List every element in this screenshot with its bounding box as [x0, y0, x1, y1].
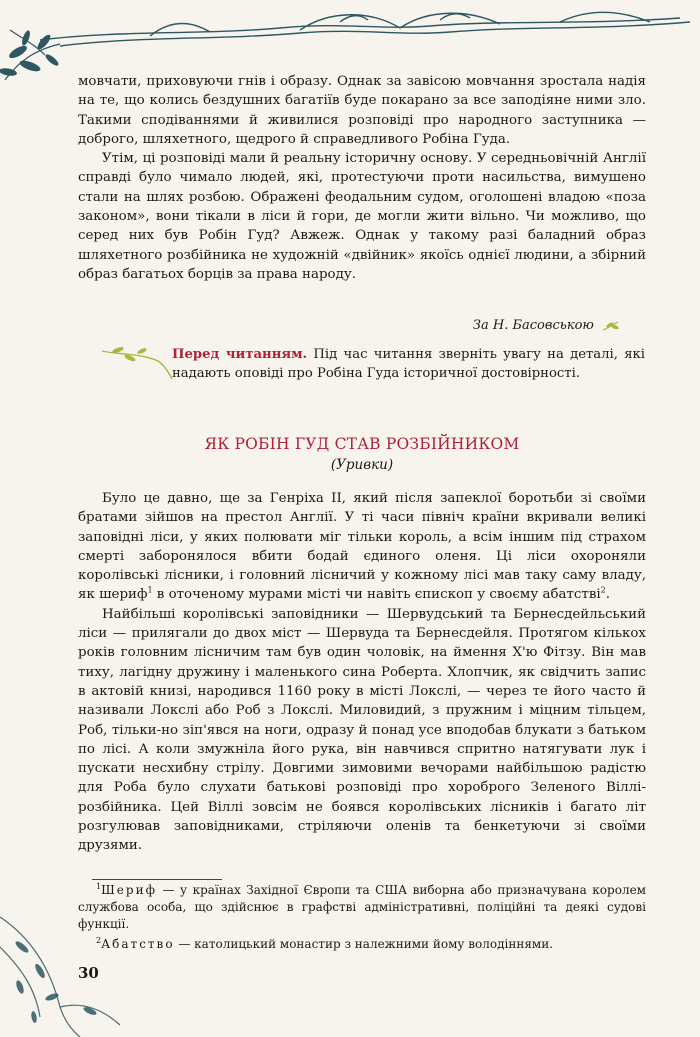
footnote-term: Шериф: [101, 883, 157, 897]
story-paragraph: Найбільші королівські заповідники — Шервудський та Бернесдейльський ліси — прилягали до двох міст — Шервуда та Бернесдейля. Протягом кількох років головним лісничим там був один чоловік, на ймення Х'ю Фітзу. Він мав тиху, лагідну дружину і маленького сина Роберта. Хлопчик, як свідчить запис в актовій книзі, народився 1160 року в місті Локслі, — через те його часто й називали Локслі або Роб з Локслі. Миловидий, з пружним і міцним тільцем, Роб, тільки-но зіп'явся на ноги, одразу й понад усе вподобав блукати з батьком по лісі. А коли змужніла його рука, він навчився спритно натягувати лук і пускати несхибну стрілу. Довгими зимовими вечорами найбільшою радістю для Роба було слухати батькові розповіді про хороброго Зеленого Віллі-розбійника. Цей Віллі зовсім не боявся королівських лісників і багато літ розгулював заповідниками, стріляючи оленів та бенкетуючи зі своїми друзями.: [78, 606, 646, 854]
intro-paragraph: мовчати, приховуючи гнів і образу. Однак за завісою мовчання зростала надія на те, що колись бездушних багатіїв буде покарано за все заподіяне ними зло. Такими сподіваннями й живилися розповіді про народного заступника — доброго, шляхетного, щедрого й справедливого Робіна Гуда.: [78, 74, 646, 147]
footnotes: [78, 882, 646, 956]
footnote-mark: 2: [96, 936, 102, 945]
footnote-text: — у країнах Західної Європи та США виборна або призначувана королем службова особа, що здійснює в графстві адміністративні, поліційні та деякі судові функції.: [78, 883, 646, 931]
story-heading: [78, 435, 646, 473]
story-text: [78, 489, 646, 856]
story-p1-part-b: в оточеному мурами місті чи навіть єпископ у своєму абатстві: [152, 587, 601, 603]
before-reading-box: [100, 345, 645, 383]
story-p1-part-c: .: [605, 587, 611, 603]
footnote-text: — католицький монастир з належними йому володіннями.: [174, 937, 554, 951]
footnote: [78, 936, 646, 953]
before-reading-text: [172, 345, 645, 383]
intro-paragraph: Утім, ці розповіді мали й реальну історичну основу. У середньовічній Англії справді було чимало людей, які, протестуючи проти насильства, вимушено стали на шлях розбою. Ображені феодальним судом, оголошені владою «поза законом», вони тікали в ліси й гори, де могли жити вільно. Чи можливо, що серед них був Робін Гуд? Авжеж. Однак у такому разі баладний образ шляхетного розбійника не художній «двійник» якоїсь однієї людини, а збірний образ багатьох борців за права народу.: [78, 151, 646, 282]
leaf-icon: [602, 320, 620, 332]
branch-icon: [100, 345, 180, 385]
story-paragraph: [78, 489, 646, 605]
before-reading-label: Перед читанням.: [172, 347, 308, 362]
author-prefix: За: [472, 318, 489, 333]
author-name: Н. Басовською: [492, 318, 594, 333]
story-p1-part-a: Було це давно, ще за Генріха ІІ, який після запеклої боротьби зі своїми братами зійшов на престол Англії. У ті часи північ країни вкривали великі заповідні ліси, у яких полювати міг тільки король, а всім іншим під страхом смерті заборонялося вбити бодай єдиного оленя. Ці ліси охороняли королівські лісники, і головний лісничий у кожному лісі мав таку саму владу, як шериф: [78, 491, 646, 603]
footnote-mark: 1: [96, 882, 102, 891]
corner-ornament: [0, 907, 140, 1037]
author-attribution: [473, 318, 620, 333]
before-reading-instruction: Під час читання зверніть увагу на деталі, які надають оповіді про Робіна Гуда історичної достовірності.: [172, 347, 645, 381]
intro-text: [78, 72, 646, 284]
footnote: [78, 882, 646, 933]
story-title: ЯК РОБІН ГУД СТАВ РОЗБІЙНИКОМ: [204, 435, 520, 453]
footnote-term: Абатство: [101, 937, 175, 951]
page-number: 30: [78, 964, 99, 982]
footnote-ref: 2: [600, 586, 606, 596]
footnote-ref: 1: [147, 586, 153, 596]
story-subtitle: (Уривки): [330, 457, 394, 473]
footnote-divider: [92, 879, 222, 880]
